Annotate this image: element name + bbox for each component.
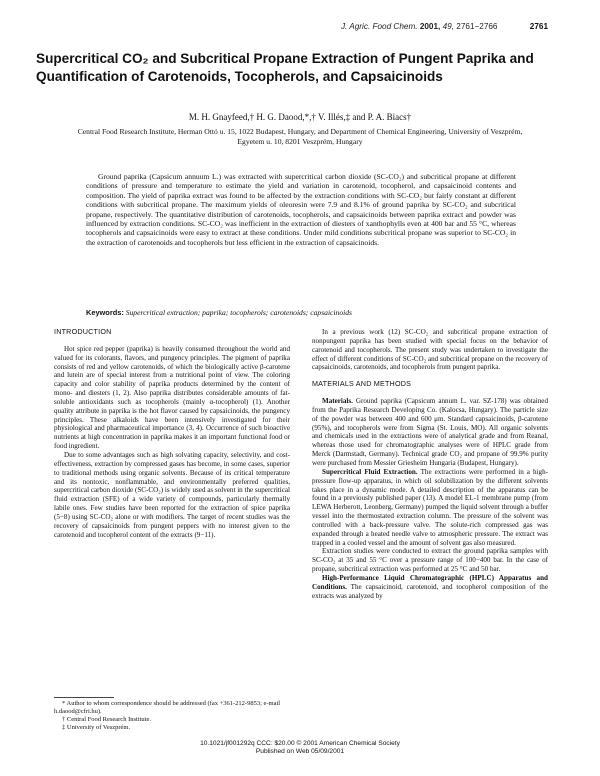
- footnote-corresponding-author: * Author to whom correspondence should be addressed (fax +361-212-9853; e-mail h.daood@cfri.hu).: [54, 700, 281, 715]
- sfe-paragraph-2: Extraction studies were conducted to extract the ground paprika samples with SC-CO₂ at 35 and 55 °C over a pressure range of 100−400 bar. In the case of propane, subcritical extraction was performed at 25 °C and 50 bar.: [312, 547, 548, 574]
- page-number: 2761: [529, 22, 548, 31]
- running-head: [0, 22, 548, 31]
- page-footer: [0, 740, 600, 756]
- journal-year: 2001,: [419, 22, 441, 31]
- article-title: Supercritical CO₂ and Subcritical Propane Extraction of Pungent Paprika and Quantification of Carotenoids, Tocopherols, and Capsaicinoids: [36, 51, 534, 84]
- intro-paragraph-2: Due to some advantages such as high solvating capacity, selectivity, and cost-effectiveness, extraction by compressed gases has become, in some cases, superior to traditional methods using organic solvents. Because of its critical temperature and its nontoxic, nonflammable, and environmentally preferred qualities, supercritical carbon dioxide (SC-CO₂) is widely used as solvent in the supercritical fluid extraction (SFE) of a wide variety of compounds, particularly thermally labile ones. Few studies have been reported for the extraction of spice paprika (5−8) using SC-CO₂ alone or with modifiers. The target of recent studies was the recovery of capsaicinoids from pungent peppers with no interest given to the carotenoid and tocopherol content of the extracts (9−11).: [54, 450, 290, 539]
- materials-text: Ground paprika (Capsicum annum L. var. SZ-178) was obtained from the Paprika Research Developing Co. (Kalocsa, Hungary). The particle size of the powder was between 400 and 600 μm. Standard capsaicinoids, β-carotene (95%), and tocopherols were from Sigma (St. Louis, MO). All organic solvents and chemicals used in the extractions were of analytical grade and from Reanal, whereas those used for chromatographic analyses were of HPLC grade from Merck (Darmstadt, Germany). Technical grade CO₂ and propane of 99.9% purity were purchased from Messier Griesheim Hungaria (Budapest, Hungary).: [312, 397, 548, 467]
- journal-volume: 49,: [442, 22, 454, 31]
- abstract: Ground paprika (Capsicum annuum L.) was extracted with supercritical carbon dioxide (SC-CO₂) and subcritical propane at different conditions of pressure and temperature to estimate the yield and variation in carotenoid, tocopherol, and capsaicinoid contents and composition. The yield of paprika extract was found to be affected by the extraction conditions with SC-CO₂ but fairly constant at different conditions with subcritical propane. The maximum yields of oleoresin were 7.9 and 8.1% of ground paprika by SC-CO₂ and subcritical propane, respectively. The quantitative distribution of carotenoids, tocopherols, and capsaicinoids between paprika extract and powder was influenced by extraction conditions. SC-CO₂ was inefficient in the extraction of diesters of xanthophylls even at 400 bar and 55 °C, whereas tocopherols and capsaicinoids were easy to extract at these conditions. Under mild conditions subcritical propane was superior to SC-CO₂ in the extraction of carotenoids and tocopherols but less efficient in the extraction of capsaicinoids.: [86, 172, 516, 247]
- footnotes: [54, 700, 290, 732]
- hplc-runin: High-Performance Liquid Chromatographic (HPLC) Apparatus and Conditions.: [312, 573, 548, 591]
- sfe-runin: Supercritical Fluid Extraction.: [322, 467, 418, 476]
- doi-line: 10.1021/jf001292q CCC: $20.00 © 2001 American Chemical Society: [200, 740, 400, 747]
- methods-heading: MATERIALS AND METHODS: [312, 379, 412, 389]
- keywords: [86, 308, 516, 317]
- right-column: [312, 328, 548, 600]
- keywords-text: Supercritical extraction; paprika; tocopherols; carotenoids; capsaicinoids: [125, 308, 352, 317]
- sfe-text: The extractions were performed in a high-pressure flow-up apparatus, in which oil solubilization by the different solvents takes place in a dynamic mode. A detailed description of the apparatus can be found in a previously published paper (13). A model EL-1 membrane pump (from LEWA Herberott, Leonberg, Germany) pumped the liquid solvent through a buffer vessel into the thermostated extraction column. The pressure of the solvent was controlled with a back-pressure valve. The solute-rich compressed gas was expanded through a heated needle valve to atmospheric pressure. The extract was trapped in a cooled vessel and the amount of solvent gas also measured.: [312, 467, 548, 547]
- hplc-text: The capsaicinoid, carotenoid, and tocopherol composition of the extracts was analyzed by: [312, 582, 549, 600]
- journal-pages: 2761−2766: [456, 22, 498, 31]
- footnote-divider: [54, 697, 114, 698]
- footnote-affiliation-2: ‡ University of Veszprém.: [62, 724, 131, 731]
- affiliation: Central Food Research Institute, Herman Ottó u. 15, 1022 Budapest, Hungary, and Department of Chemical Engineering, University of Veszprém, Egyetem u. 10, 8201 Veszprém, Hungary: [77, 127, 523, 146]
- footnote-affiliation-1: † Central Food Research Institute.: [62, 716, 151, 723]
- sfe-paragraph: [312, 468, 548, 548]
- keywords-label: Keywords:: [86, 308, 124, 317]
- hplc-paragraph: [312, 574, 548, 601]
- right-paragraph-1: In a previous work (12) SC-CO₂ and subcritical propane extraction of nonpungent paprika has been studied with special focus on the behavior of carotenoid and tocopherols. The present study was undertaken to investigate the effect of different conditions of SC-CO₂ and subcritical propane on the recovery of capsaicinoids, carotenoids, and tocopherols from pungent paprika.: [312, 328, 548, 372]
- author-list: M. H. Gnayfeed,† H. G. Daood,*,† V. Illés,‡ and P. A. Biacs†: [188, 112, 412, 122]
- intro-paragraph-1: Hot spice red pepper (paprika) is heavily consumed throughout the world and valued for its colorants, flavors, and pungency principles. The pigment of paprika consists of red and yellow carotenoids, of which the biologically active β-carotene and lutein are of special interest from a nutritional point of view. The coloring capacity and color stability of paprika products determined by the content of mono- and diesters (1, 2). Also paprika distributes considerable amounts of fat-soluble antioxidants such as tocopherols (mainly α-tocopherol) (1). Another quality attribute in paprika is the hot flavor caused by capsaicinoids, the pungency principles. These alkaloids have been intensively investigated for their physiological and pharmaceutical importance (3, 4). Occurrence of such bioactive nutrients at high concentration in paprika makes it an important functional food or food ingredient.: [54, 344, 290, 451]
- introduction-heading: INTRODUCTION: [54, 327, 112, 336]
- materials-runin: Materials.: [322, 397, 353, 406]
- left-column: [54, 328, 290, 539]
- publication-date: Published on Web 05/09/2001: [255, 748, 345, 755]
- journal-name: J. Agric. Food Chem.: [340, 22, 418, 31]
- materials-paragraph: [312, 397, 548, 468]
